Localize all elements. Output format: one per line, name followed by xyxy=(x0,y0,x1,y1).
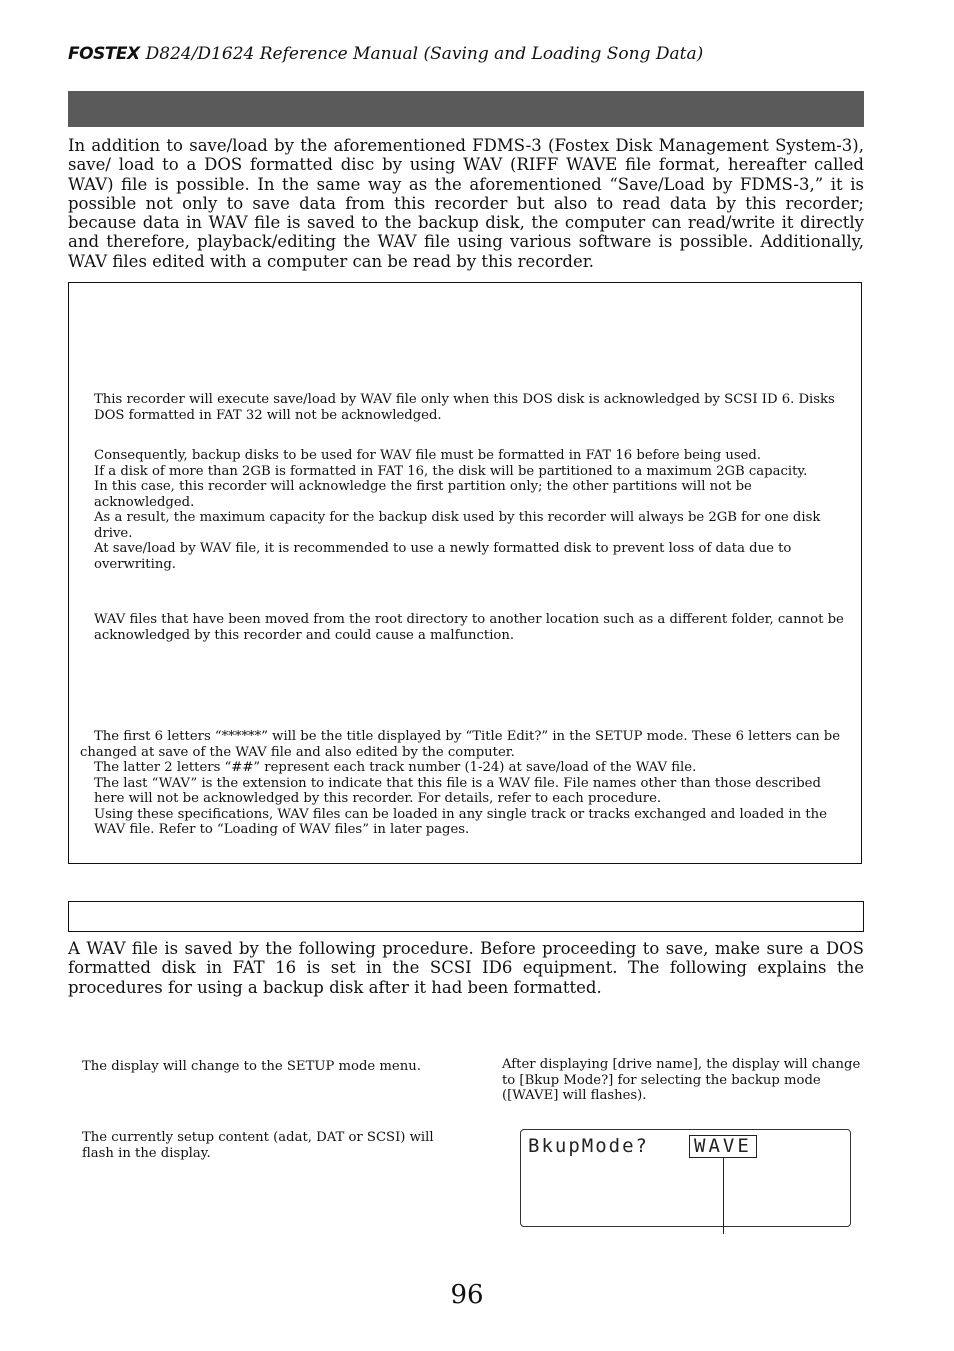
manual-title: D824/D1624 Reference Manual (Saving and Loading Song Data) xyxy=(145,44,704,64)
note-fat16 xyxy=(94,448,854,572)
procedure-heading-box xyxy=(68,901,864,932)
section-heading-bar xyxy=(68,91,864,127)
lcd-label: BkupMode? xyxy=(528,1135,649,1157)
page-number: 96 xyxy=(450,1280,484,1310)
note-root-directory: WAV files that have been moved from the root directory to another location such as a different folder, cannot be acknowledged by this recorder and could cause a malfunction. xyxy=(94,612,844,643)
note-file-name xyxy=(80,729,850,838)
file-name-line1: The first 6 letters “******” will be the title displayed by “Title Edit?” in the SETUP mode. These 6 letters can be xyxy=(94,729,841,744)
lcd-value: WAVE xyxy=(689,1135,757,1158)
note-dos-disk: This recorder will execute save/load by WAV file only when this DOS disk is acknowledged by SCSI ID 6. Disks DOS formatted in FAT 32 will not be acknowledged. xyxy=(94,392,835,423)
note-fat16-line: At save/load by WAV file, it is recommended to use a newly formatted disk to prevent loss of data due to overwriting. xyxy=(94,541,792,572)
file-name-line2: changed at save of the WAV file and also edited by the computer. xyxy=(80,744,515,760)
note-fat16-line: As a result, the maximum capacity for the backup disk used by this recorder will always be 2GB for one disk drive. xyxy=(94,510,821,541)
step-setup-mode: The display will change to the SETUP mode menu. xyxy=(82,1059,421,1074)
page-header xyxy=(68,44,703,64)
note-fat16-line: Consequently, backup disks to be used for WAV file must be formatted in FAT 16 before being used. xyxy=(94,448,762,463)
note-fat16-line: In this case, this recorder will acknowledge the first partition only; the other partitions will not be acknowledged. xyxy=(94,479,752,510)
fostex-logo: FOSTEX xyxy=(68,44,140,64)
intro-paragraph: In addition to save/load by the aforementioned FDMS-3 (Fostex Disk Management System-3), save/ load to a DOS formatted disc by using WAV (RIFF WAVE file format, hereafter called WAV) file is possible. In the same way as the aforementioned “Save/Load by FDMS-3,” it is possible not only to save data from this recorder but also to read data by this recorder; because data in WAV file is saved to the backup disk, the computer can read/write it directly and therefore, playback/editing the WAV file using various software is possible. Additionally, WAV files edited with a computer can be read by this recorder. xyxy=(68,136,864,271)
procedure-intro: A WAV file is saved by the following procedure. Before proceeding to save, make sure a DOS formatted disk in FAT 16 is set in the SCSI ID6 equipment. The following explains the procedures for using a backup disk after it had been formatted. xyxy=(68,939,864,997)
callout-line xyxy=(723,1158,724,1234)
step-current-setup: The currently setup content (adat, DAT or SCSI) will flash in the display. xyxy=(82,1130,434,1161)
file-name-track-number: The latter 2 letters “##” represent each track number (1-24) at save/load of the WAV file. xyxy=(94,760,697,775)
note-fat16-line: If a disk of more than 2GB is formatted in FAT 16, the disk will be partitioned to a maximum 2GB capacity. xyxy=(94,463,808,479)
file-name-extension: The last “WAV” is the extension to indicate that this file is a WAV file. File names other than those described here will not be acknowledged by this recorder. For details, refer to each procedure. xyxy=(94,775,821,806)
step-backup-mode: After displaying [drive name], the display will change to [Bkup Mode?] for selecting the backup mode ([WAVE] will flashes). xyxy=(502,1057,861,1103)
file-name-specifications: Using these specifications, WAV files can be loaded in any single track or tracks exchanged and loaded in the WAV file. Refer to “Loading of WAV files” in later pages. xyxy=(94,806,827,837)
